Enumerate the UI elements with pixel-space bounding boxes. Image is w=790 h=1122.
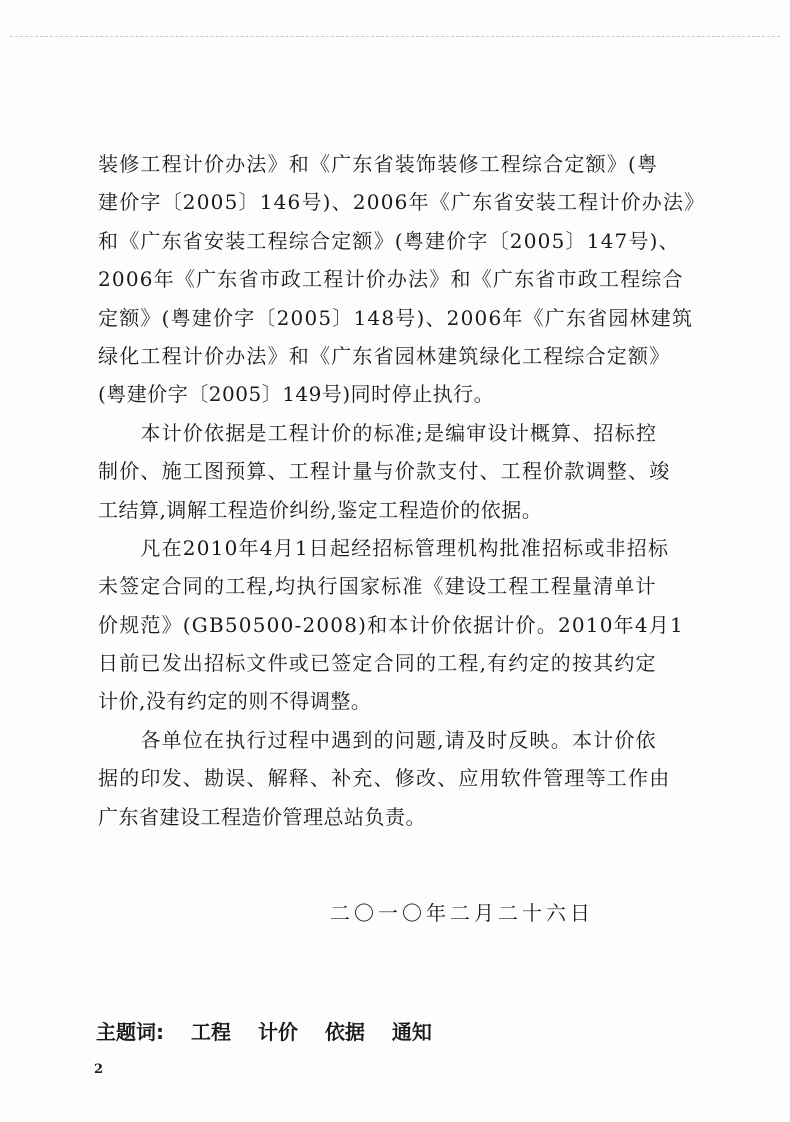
paragraph-line: 定额》(粤建价字〔2005〕148号)、2006年《广东省园林建筑 xyxy=(98,305,694,330)
paragraph-line: 广东省建设工程造价管理总站负责。 xyxy=(98,804,426,829)
paragraph-line: 和《广东省安装工程综合定额》(粤建价字〔2005〕147号)、 xyxy=(98,228,680,253)
paragraph-line: 本计价依据是工程计价的标准;是编审设计概算、招标控 xyxy=(98,420,658,445)
subject-keyword: 工程 xyxy=(190,1020,231,1044)
paragraph-line: 制价、施工图预算、工程计量与价款支付、工程价款调整、竣 xyxy=(98,459,671,484)
paragraph-line: 未签定合同的工程,均执行国家标准《建设工程工程量清单计 xyxy=(98,574,657,599)
paragraph-line: 建价字〔2005〕146号)、2006年《广东省安装工程计价办法》 xyxy=(98,190,706,215)
paragraph-line: 价规范》(GB50500-2008)和本计价依据计价。2010年4月1 xyxy=(98,612,684,637)
paragraph-line: 计价,没有约定的则不得调整。 xyxy=(98,689,372,714)
subject-words xyxy=(96,1016,432,1045)
subject-label: 主题词: xyxy=(96,1020,164,1044)
paragraph-line: 2006年《广东省市政工程计价办法》和《广东省市政工程综合 xyxy=(98,267,684,292)
header-rule xyxy=(10,36,780,37)
document-body xyxy=(98,145,706,836)
paragraph-line: 日前已发出招标文件或已签定合同的工程,有约定的按其约定 xyxy=(98,651,657,676)
issue-date: 二〇一〇年二月二十六日 xyxy=(330,901,594,925)
subject-keyword: 依据 xyxy=(324,1020,365,1044)
paragraph-line: 据的印发、勘误、解释、补充、修改、应用软件管理等工作由 xyxy=(98,766,671,791)
paragraph-line: 各单位在执行过程中遇到的问题,请及时反映。本计价依 xyxy=(98,727,657,752)
paragraph-line: 凡在2010年4月1日起经招标管理机构批准招标或非招标 xyxy=(98,535,670,560)
paragraph-line: (粤建价字〔2005〕149号)同时停止执行。 xyxy=(98,382,495,407)
paragraph-line: 工结算,调解工程造价纠纷,鉴定工程造价的依据。 xyxy=(98,497,543,522)
paragraph-line: 装修工程计价办法》和《广东省装饰装修工程综合定额》(粤 xyxy=(98,152,659,176)
subject-keyword: 通知 xyxy=(391,1020,432,1044)
page-number: 2 xyxy=(94,1062,104,1077)
paragraph-line: 绿化工程计价办法》和《广东省园林建筑绿化工程综合定额》 xyxy=(98,343,671,368)
subject-keyword: 计价 xyxy=(257,1020,298,1044)
